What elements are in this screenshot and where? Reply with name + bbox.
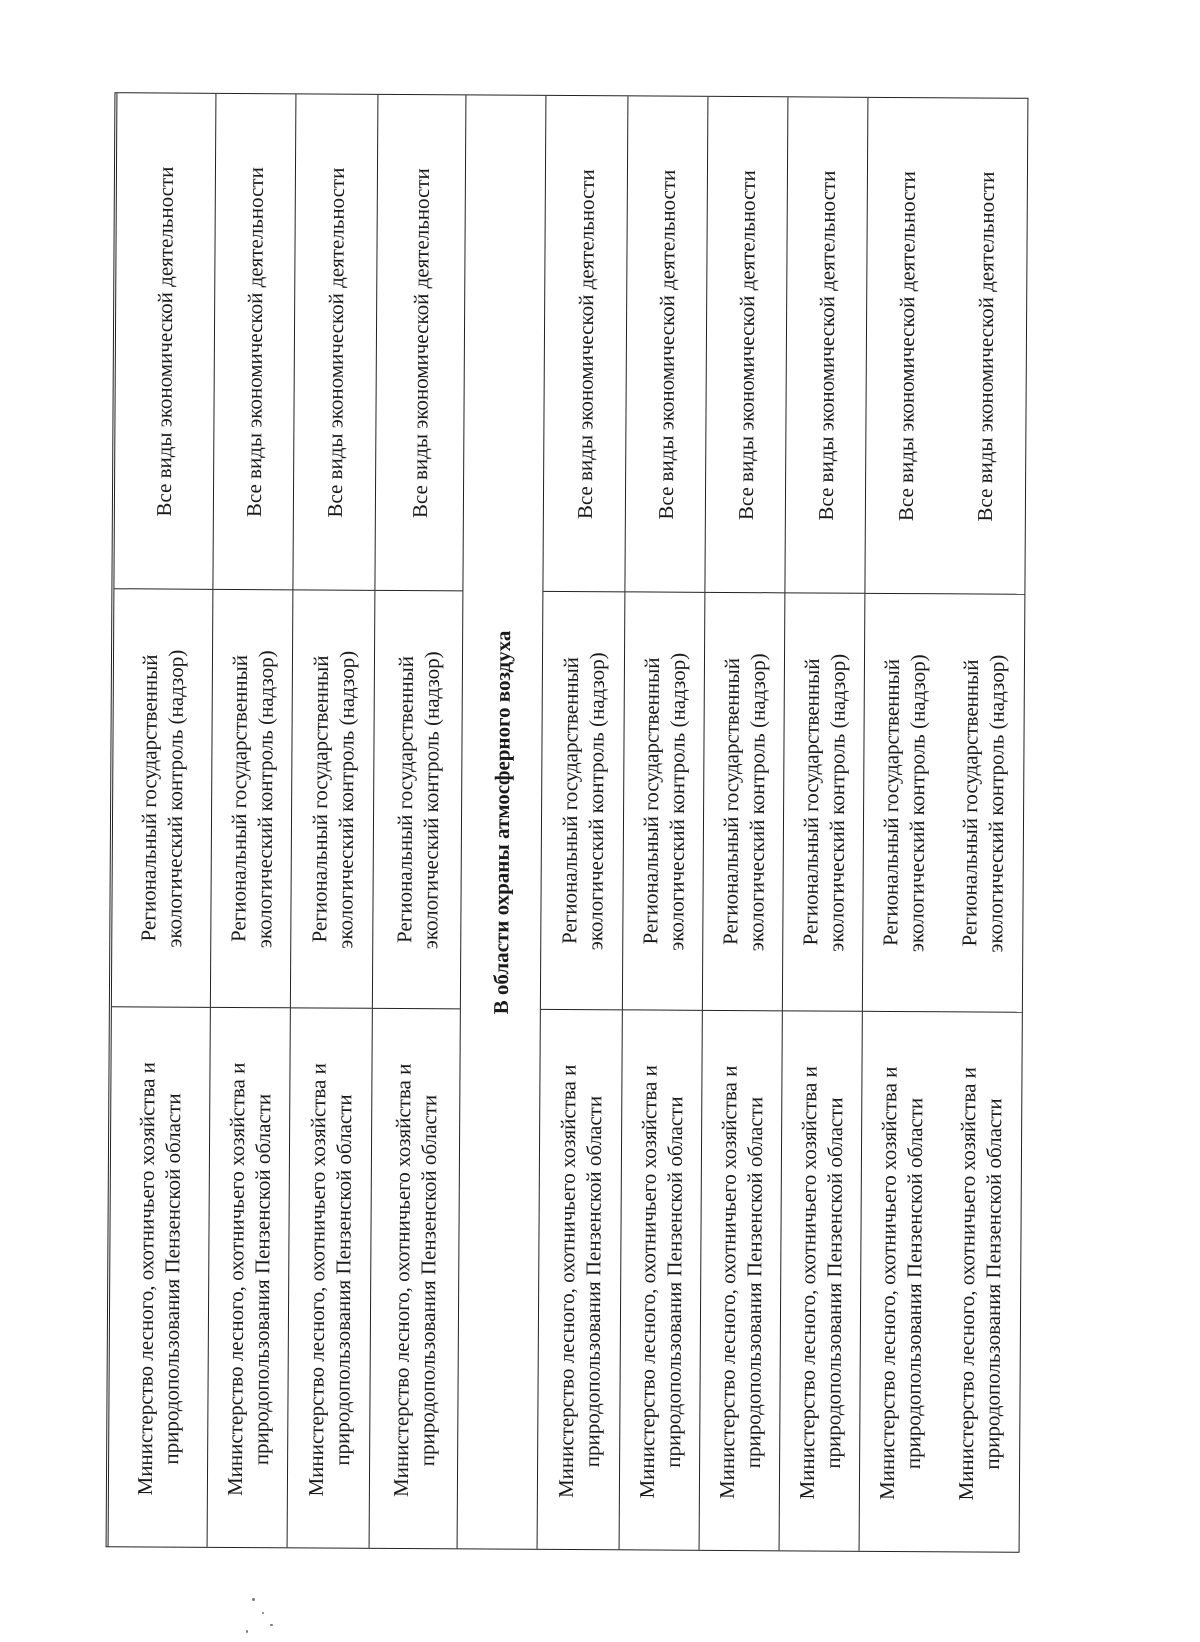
ministry-cell <box>208 1007 290 1549</box>
activity-cell <box>625 96 707 591</box>
activity-text: Все виды экономической деятельности <box>893 170 920 521</box>
control-cell <box>541 591 625 1009</box>
table-row <box>369 95 466 1549</box>
control-cell <box>783 592 865 1010</box>
scan-speck <box>252 1598 255 1601</box>
ministry-cell <box>538 1009 622 1551</box>
control-cell <box>623 591 705 1009</box>
table-row <box>699 97 788 1550</box>
control-cell <box>112 588 213 1007</box>
scan-speck <box>246 1630 248 1633</box>
ministry-cell <box>860 1011 942 1553</box>
section-heading-row <box>457 95 546 1548</box>
table-row <box>287 94 378 1547</box>
ministry-text: Министерство лесного, охотничьего хозяйства и природопользования Пензенской области <box>794 1065 847 1499</box>
table-row <box>859 98 948 1551</box>
table-row <box>619 96 708 1549</box>
control-text: Региональный государственный экологический контроль (надзор) <box>877 653 930 952</box>
ministry-text: Министерство лесного, охотничьего хозяйства и природопользования Пензенской области <box>222 1061 275 1496</box>
rotated-table <box>106 92 1029 1553</box>
activity-cell <box>944 98 1027 593</box>
activity-text: Все виды экономической деятельности <box>813 170 840 521</box>
activity-cell <box>705 97 787 592</box>
table-row <box>108 93 216 1547</box>
ministry-cell <box>109 1006 210 1549</box>
control-text: Региональный государственный экологический контроль (надзор) <box>391 650 444 949</box>
ministry-text: Министерство лесного, охотничьего хозяйства и природопользования Пензенской области <box>874 1065 927 1500</box>
activity-text: Все виды экономической деятельности <box>241 166 268 517</box>
ministry-cell <box>620 1009 702 1551</box>
activity-cell <box>293 94 377 589</box>
control-text: Региональный государственный экологический контроль (надзор) <box>136 649 189 948</box>
control-cell <box>942 593 1025 1011</box>
activity-text: Все виды экономической деятельности <box>653 169 680 520</box>
ministry-cell <box>700 1010 782 1552</box>
scan-speck <box>262 1612 264 1614</box>
ministry-cell <box>370 1008 460 1551</box>
control-cell <box>863 593 945 1011</box>
activity-cell <box>375 95 465 591</box>
activity-cell <box>865 98 947 593</box>
control-cell <box>373 590 463 1009</box>
activity-text: Все виды экономической деятельности <box>972 171 999 522</box>
ministry-text: Министерство лесного, охотничьего хозяйства и природопользования Пензенской области <box>553 1063 606 1498</box>
scan-speck <box>270 1624 273 1626</box>
activity-cell <box>785 97 867 592</box>
table-row <box>939 98 1028 1551</box>
ministry-cell <box>939 1011 1022 1553</box>
activity-text: Все виды экономической деятельности <box>733 169 760 520</box>
control-text: Региональный государственный экологический контроль (надзор) <box>556 651 609 950</box>
control-text: Региональный государственный экологический контроль (надзор) <box>717 652 770 951</box>
ministry-text: Министерство лесного, охотничьего хозяйства и природопользования Пензенской области <box>132 1061 186 1495</box>
ministry-text: Министерство лесного, охотничьего хозяйства и природопользования Пензенской области <box>953 1066 1007 1500</box>
activity-text: Все виды экономической деятельности <box>407 167 434 518</box>
ministry-cell <box>780 1010 862 1552</box>
control-cell <box>211 589 293 1007</box>
activity-cell <box>114 93 215 589</box>
control-text: Региональный государственный экологический контроль (надзор) <box>957 654 1010 953</box>
ministry-text: Министерство лесного, охотничьего хозяйства и природопользования Пензенской области <box>634 1064 687 1498</box>
control-text: Региональный государственный экологический контроль (надзор) <box>225 649 278 948</box>
activity-text: Все виды экономической деятельности <box>322 167 349 518</box>
ministry-text: Министерство лесного, охотничьего хозяйства и природопользования Пензенской области <box>303 1062 356 1496</box>
activity-text: Все виды экономической деятельности <box>151 165 179 517</box>
table-row <box>537 96 628 1549</box>
activity-cell <box>213 94 295 589</box>
control-text: Региональный государственный экологический контроль (надзор) <box>637 652 690 951</box>
activity-cell <box>543 96 627 591</box>
ministry-cell <box>288 1007 372 1549</box>
activity-text: Все виды экономической деятельности <box>572 168 599 519</box>
ministry-text: Министерство лесного, охотничьего хозяйства и природопользования Пензенской области <box>388 1062 441 1497</box>
table-row <box>207 94 296 1547</box>
control-text: Региональный государственный экологический контроль (надзор) <box>306 650 359 949</box>
section-heading-cell <box>458 95 546 1548</box>
table-row <box>779 97 868 1550</box>
control-cell <box>291 589 375 1007</box>
ministry-text: Министерство лесного, охотничьего хозяйства и природопользования Пензенской области <box>714 1064 767 1499</box>
section-heading: В области охраны атмосферного воздуха <box>488 630 515 1015</box>
control-cell <box>703 592 785 1010</box>
control-text: Региональный государственный экологический контроль (надзор) <box>797 653 850 952</box>
